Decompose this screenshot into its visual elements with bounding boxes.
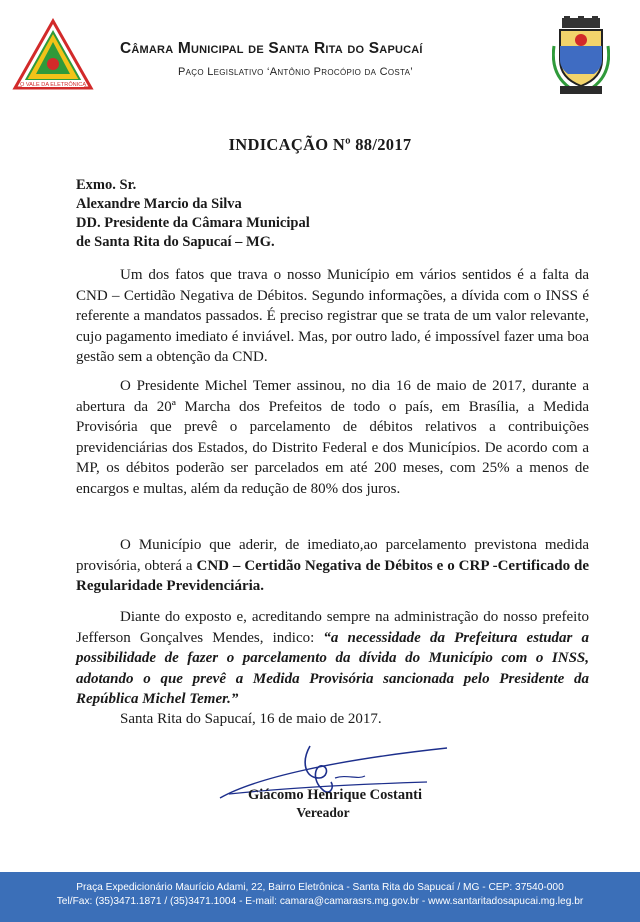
- date-line: Santa Rita do Sapucaí, 16 de maio de 2017.: [120, 711, 382, 727]
- paragraph-3-emphasis: CND – Certidão Negativa de Débitos e o CRP -Certificado de Regularidade Previdenciária.: [76, 557, 589, 594]
- paragraph-3-text: O Município que aderir, de imediato,ao parcelamento previstona medida provisória, obterá a: [76, 537, 589, 574]
- footer-bar: [0, 872, 640, 922]
- signer-name: Giácomo Henrique Costanti: [248, 787, 422, 803]
- addressee-line: de Santa Rita do Sapucaí – MG.: [76, 234, 275, 250]
- paragraph-4: [76, 607, 589, 710]
- svg-text:O VALE DA ELETRÔNICA: O VALE DA ELETRÔNICA: [19, 82, 87, 88]
- institution-name: Câmara Municipal de Santa Rita do Sapucaí: [120, 40, 423, 57]
- footer-contacts: Tel/Fax: (35)3471.1871 / (35)3471.1004 - E-mail: camara@camarasrs.mg.gov.br - www.santaritadosapucai.mg.leg.br: [56, 896, 584, 907]
- addressee-block: [76, 176, 310, 252]
- paragraph-1: Um dos fatos que trava o nosso Município em vários sentidos é a falta da CND – Certidão Negativa de Débitos. Segundo informações, a dívida com o INSS é referente a mandatos passados. É preciso registrar que se trata de um valor relevante, cujo pagamento imediato é inviável. Mas, por outro lado, é impossível fazer uma boa gestão sem a obtenção da CND.: [76, 267, 589, 365]
- document-title: INDICAÇÃO Nº 88/2017: [228, 135, 412, 154]
- municipal-coat-of-arms-icon: [552, 16, 610, 96]
- paragraph-4-text: Diante do exposto e, acreditando sempre na administração do nosso prefeito Jefferson Gonçalves Mendes, indico:: [76, 609, 589, 646]
- paragraph-4-quote: “a necessidade da Prefeitura estudar a possibilidade de fazer o parcelamento da dívida do Município com o INSS, adotando o que prevê a Medida Provisória sancionada pelo Presidente da República Michel Temer.”: [76, 629, 589, 707]
- signer-role: Vereador: [296, 805, 350, 820]
- addressee-line: Alexandre Marcio da Silva: [76, 196, 242, 212]
- institution-subtitle: Paço Legislativo ‘Antônio Procópio da Costa’: [178, 66, 413, 78]
- addressee-line: DD. Presidente da Câmara Municipal: [76, 215, 310, 231]
- paragraph-2: O Presidente Michel Temer assinou, no dia 16 de maio de 2017, durante a abertura da 20ª Marcha dos Prefeitos de todo o país, em Brasília, a Medida Provisória que prevê o parcelamento de débitos relativos a contribuições previdenciárias dos Estados, do Distrito Federal e dos Municípios. De acordo com a MP, os débitos poderão ser parcelados em até 200 meses, com 25% a menos de encargos e multas, além da redução de 80% dos juros.: [76, 378, 589, 497]
- letterhead: [0, 0, 640, 110]
- footer-address: Praça Expedicionário Maurício Adami, 22, Bairro Eletrônica - Santa Rita do Sapucaí / MG - CEP: 37540-000: [76, 882, 564, 893]
- signature-block: [0, 786, 640, 822]
- camara-logo-icon: [12, 18, 94, 92]
- paragraph-3: [76, 535, 589, 597]
- addressee-line: Exmo. Sr.: [76, 177, 137, 193]
